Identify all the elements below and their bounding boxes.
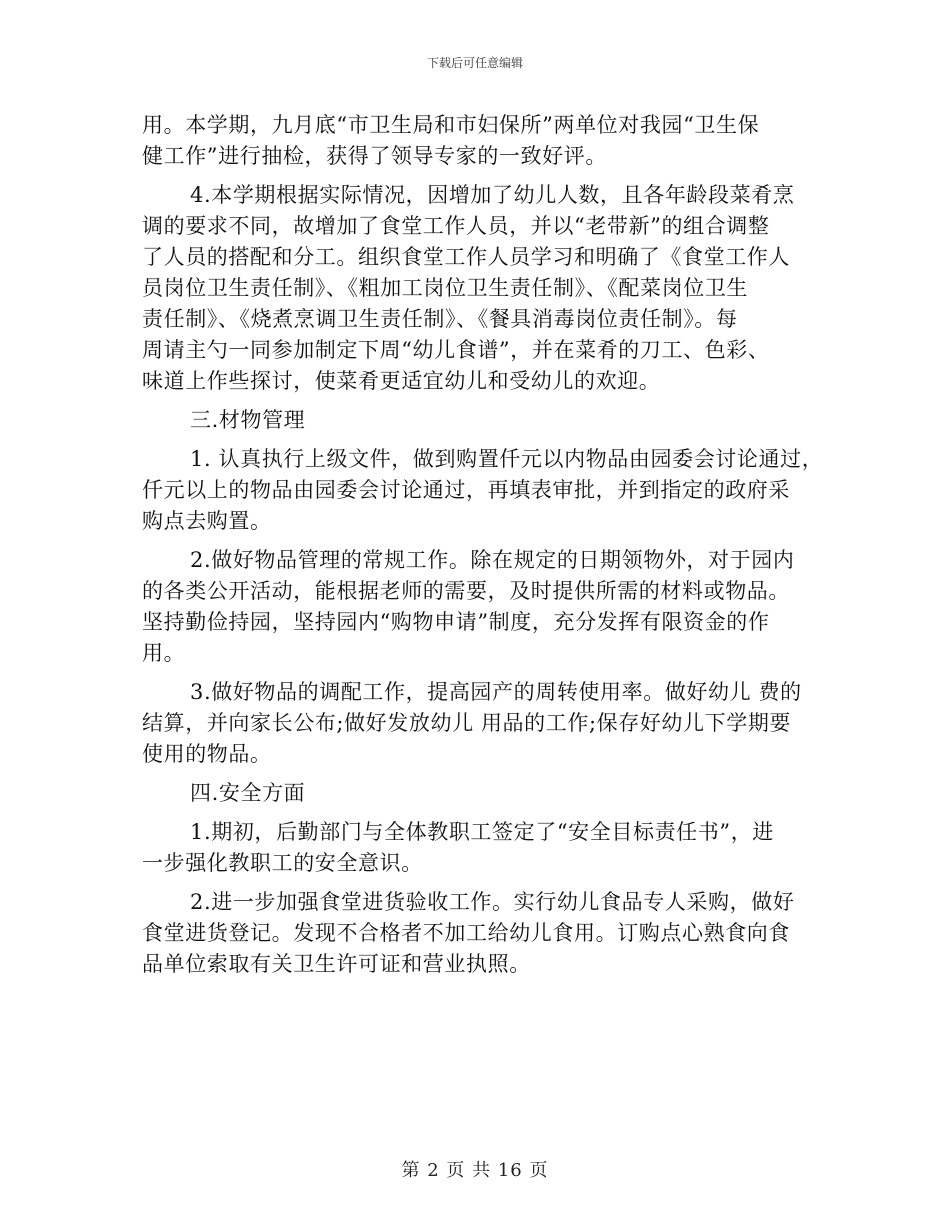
text-line: 食堂进货登记。发现不合格者不加工给幼儿食用。订购点心熟食向食 <box>142 921 790 945</box>
section-heading: 四.安全方面 <box>190 781 306 805</box>
text-line: 周请主勺一同参加制定下周“幼儿食谱”，并在菜肴的刀工、色彩、 <box>142 338 770 362</box>
text-line: 员岗位卫生责任制》、《粗加工岗位卫生责任制》、《配菜岗位卫生 <box>142 276 748 300</box>
text-line: 仟元以上的物品由园委会讨论通过，再填表审批，并到指定的政府采 <box>142 478 790 502</box>
text-line: 1. 认真执行上级文件，做到购置仟元以内物品由园委会讨论通过， <box>190 447 824 471</box>
text-line: 坚持勤俭持园，坚持园内“购物申请”制度，充分发挥有限资金的作 <box>142 610 770 634</box>
text-line: 责任制》、《烧煮烹调卫生责任制》、《餐具消毒岗位责任制》。每 <box>142 307 738 331</box>
text-line: 2.做好物品管理的常规工作。除在规定的日期领物外，对于园内 <box>190 548 795 572</box>
page-header: 下载后可任意编辑 <box>426 56 523 70</box>
section-heading: 三.材物管理 <box>190 408 306 432</box>
text-line: 2.进一步加强食堂进货验收工作。实行幼儿食品专人采购，做好 <box>190 890 795 914</box>
text-line: 结算，并向家长公布;做好发放幼儿 用品的工作;保存好幼儿下学期要 <box>142 711 792 735</box>
text-line: 用。 <box>142 641 186 665</box>
text-line: 购点去购置。 <box>142 509 272 533</box>
page-footer: 第 2 页 共 16 页 <box>401 1160 549 1181</box>
text-line: 味道上作些探讨，使菜肴更适宜幼儿和受幼儿的欢迎。 <box>142 369 661 393</box>
text-line: 一步强化教职工的安全意识。 <box>142 851 423 875</box>
text-line: 健工作”进行抽检，获得了领导专家的一致好评。 <box>142 144 607 168</box>
text-line: 4.本学期根据实际情况，因增加了幼儿人数，且各年龄段菜肴烹 <box>190 183 795 207</box>
text-line: 了人员的搭配和分工。组织食堂工作人员学习和明确了《食堂工作人 <box>142 245 790 269</box>
text-line: 品单位索取有关卫生许可证和营业执照。 <box>142 952 531 976</box>
text-line: 的各类公开活动，能根据老师的需要，及时提供所需的材料或物品。 <box>142 579 790 603</box>
text-line: 调的要求不同，故增加了食堂工作人员，并以“老带新”的组合调整 <box>142 214 770 238</box>
text-line: 使用的物品。 <box>142 742 272 766</box>
text-line: 用。本学期，九月底“市卫生局和市妇保所”两单位对我园“卫生保 <box>142 113 760 137</box>
document-body <box>142 110 822 980</box>
text-line: 1.期初，后勤部门与全体教职工签定了“安全目标责任书”，进 <box>190 820 774 844</box>
text-line: 3.做好物品的调配工作，提高园产的周转使用率。做好幼儿 费的 <box>190 680 802 704</box>
